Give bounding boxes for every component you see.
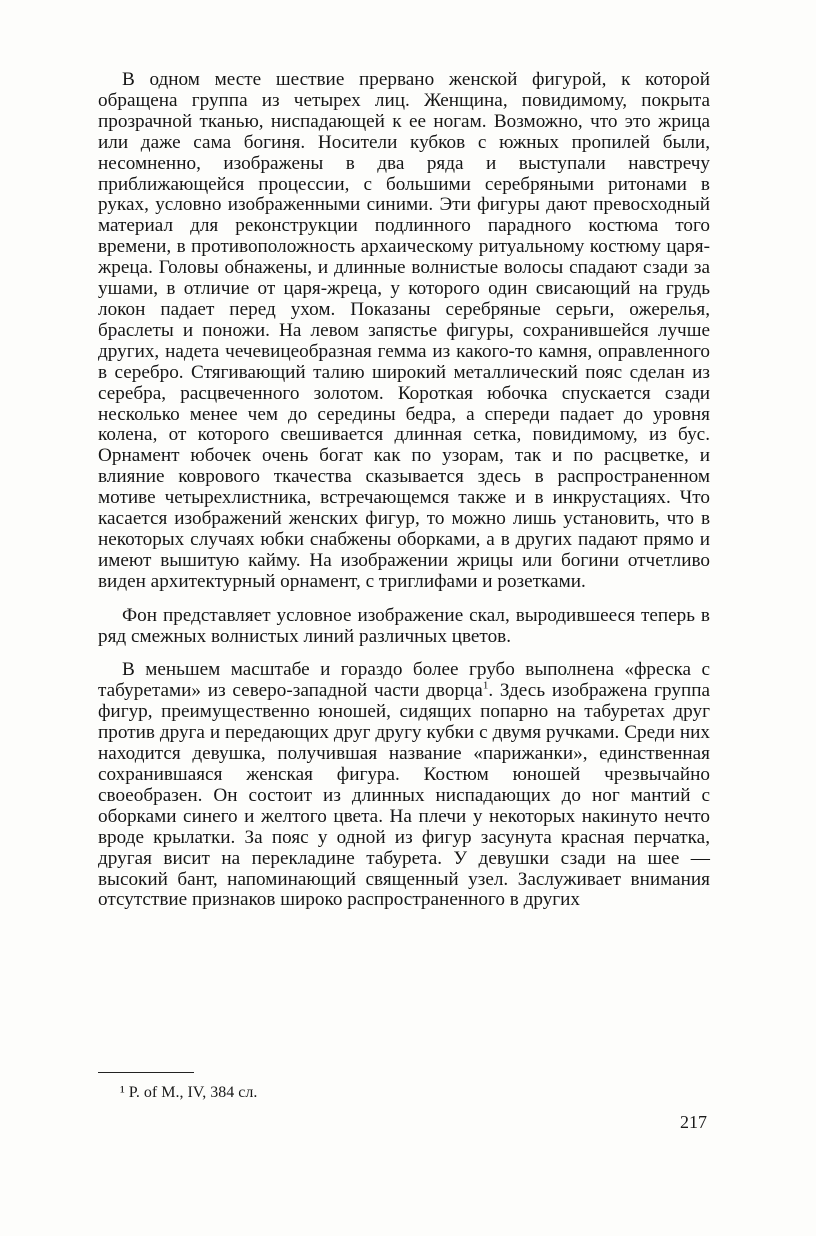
paragraph-stools-fresco [98,660,710,911]
paragraph-stools-fresco-rest: . Здесь изображена группа фигур, преимущественно юношей, сидящих попарно на табуретах друг против друга и передающих друг другу кубки с двумя ручками. Среди них находится девушка, получившая название «парижанки», единственная сохранившаяся женская фигура. Костюм юношей чрезвычайно своеобразен. Он состоит из длинных ниспадающих до ног мантий с оборками синего и желтого цвета. На плечи у некоторых накинуто нечто вроде крылатки. За пояс у одной из фигур засунута красная перчатка, другая висит на перекладине табурета. У девушки сзади на шее — высокий бант, напоминающий священный узел. Заслуживает внимания отсутствие признаков широко распространенного в других [98,680,710,911]
footnote: ¹ P. of M., IV, 384 сл. [120,1084,258,1101]
footnote-divider [98,1072,194,1073]
page-number: 217 [680,1112,707,1132]
paragraph-stools-fresco-start: В меньшем масштабе и гораздо более грубо выполнена «фреска с табуретами» из северо-западной части дворца [98,659,710,702]
body-text [98,70,710,911]
paragraph-procession: В одном месте шествие прервано женской фигурой, к которой обращена группа из четырех лиц. Женщина, повидимому, покрыта прозрачной тканью, ниспадающей к ее ногам. Возможно, что это жрица или даже сама богиня. Носители кубков с южных пропилей были, несомненно, изображены в два ряда и выступали навстречу приближающейся процессии, с большими серебряными ритонами в руках, условно изображенными синими. Эти фигуры дают превосходный материал для реконструкции подлинного парадного костюма того времени, в противоположность архаическому ритуальному костюму царя-жреца. Головы обнажены, и длинные волнистые волосы спадают сзади за ушами, в отличие от царя-жреца, у которого один свисающий на грудь локон падает перед ухом. Показаны серебряные серьги, ожерелья, браслеты и поножи. На левом запястье фигуры, сохранившейся лучше других, надета чечевицеобразная гемма из какого-то камня, оправленного в серебро. Стягивающий талию широкий металлический пояс сделан из серебра, расцвеченного золотом. Короткая юбочка спускается сзади несколько менее чем до середины бедра, а спереди падает до уровня колена, от которого свешивается длинная сетка, повидимому, из бус. Орнамент юбочек очень богат как по узорам, так и по расцветке, и влияние коврового ткачества сказывается здесь в распространенном мотиве четырехлистника, встречающемся также и в инкрустациях. Что касается изображений женских фигур, то можно лишь установить, что в некоторых случаях юбки снабжены оборками, а в других падают прямо и имеют вышитую кайму. На изображении жрицы или богини отчетливо виден архитектурный орнамент, с триглифами и розетками. [98,69,710,592]
footnote-reference: 1 [482,679,489,692]
paragraph-background: Фон представляет условное изображение скал, выродившееся теперь в ряд смежных волнистых линий различных цветов. [98,604,710,647]
paragraph-gap [98,593,710,606]
